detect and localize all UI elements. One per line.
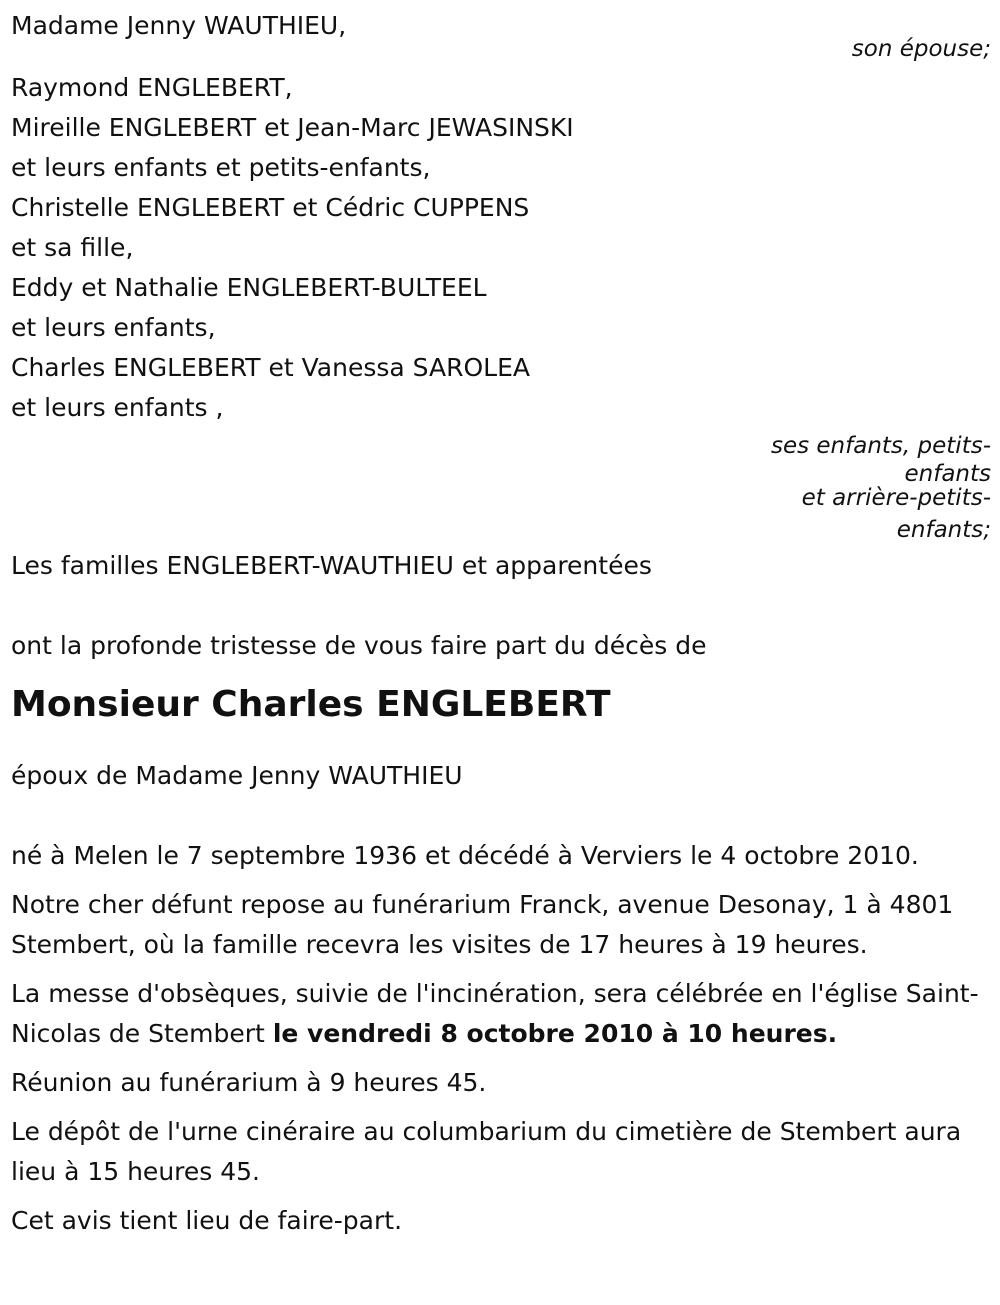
children-line: et sa fille, [11,233,134,262]
funeral-mass-date: le vendredi 8 octobre 2010 à 10 heures. [272,1019,838,1048]
announcement: ont la profonde tristesse de vous faire part du décès de [11,631,707,660]
families: Les familles ENGLEBERT-WAUTHIEU et apparentées [11,551,652,580]
spouse-name: Madame Jenny WAUTHIEU, [11,11,347,40]
urn-deposit: Le dépôt de l'urne cinéraire au columbarium du cimetière de Stembert aura lieu à 15 heures 45. [11,1117,962,1186]
children-role [11,430,991,550]
children-line: Raymond ENGLEBERT, [11,73,293,102]
children-line: et leurs enfants et petits-enfants, [11,153,431,182]
funeral-mass [11,974,991,1054]
deceased-name: Monsieur Charles ENGLEBERT [11,684,611,725]
spouse-of: époux de Madame Jenny WAUTHIEU [11,761,463,790]
children-line: et leurs enfants, [11,313,216,342]
children-line: Eddy et Nathalie ENGLEBERT-BULTEEL [11,273,487,302]
children-line: Christelle ENGLEBERT et Cédric CUPPENS [11,193,530,222]
children-line: Charles ENGLEBERT et Vanessa SAROLEA [11,353,530,382]
closing-note: Cet avis tient lieu de faire-part. [11,1206,403,1235]
meeting: Réunion au funérarium à 9 heures 45. [11,1068,487,1097]
children-role-line: et arrière-petits- [801,485,991,511]
children-role-line: ses enfants, petits- [770,433,991,459]
children-role-line: enfants [904,461,991,487]
children-role-line: enfants; [896,517,991,543]
children-line: Mireille ENGLEBERT et Jean-Marc JEWASINSKI [11,113,574,142]
children-line: et leurs enfants , [11,393,224,422]
spouse-role: son épouse; [851,36,991,62]
obituary-notice [11,6,991,1250]
birth-death: né à Melen le 7 septembre 1936 et décédé à Verviers le 4 octobre 2010. [11,841,919,870]
children-list [11,68,991,428]
funeral-mass-text: La messe d'obsèques, suivie de l'incinération, sera célébrée en l'église Saint-Nicolas de Stembert [11,979,979,1048]
rest-location: Notre cher défunt repose au funérarium Franck, avenue Desonay, 1 à 4801 Stembert, où la famille recevra les visites de 17 heures à 19 heures. [11,890,954,959]
